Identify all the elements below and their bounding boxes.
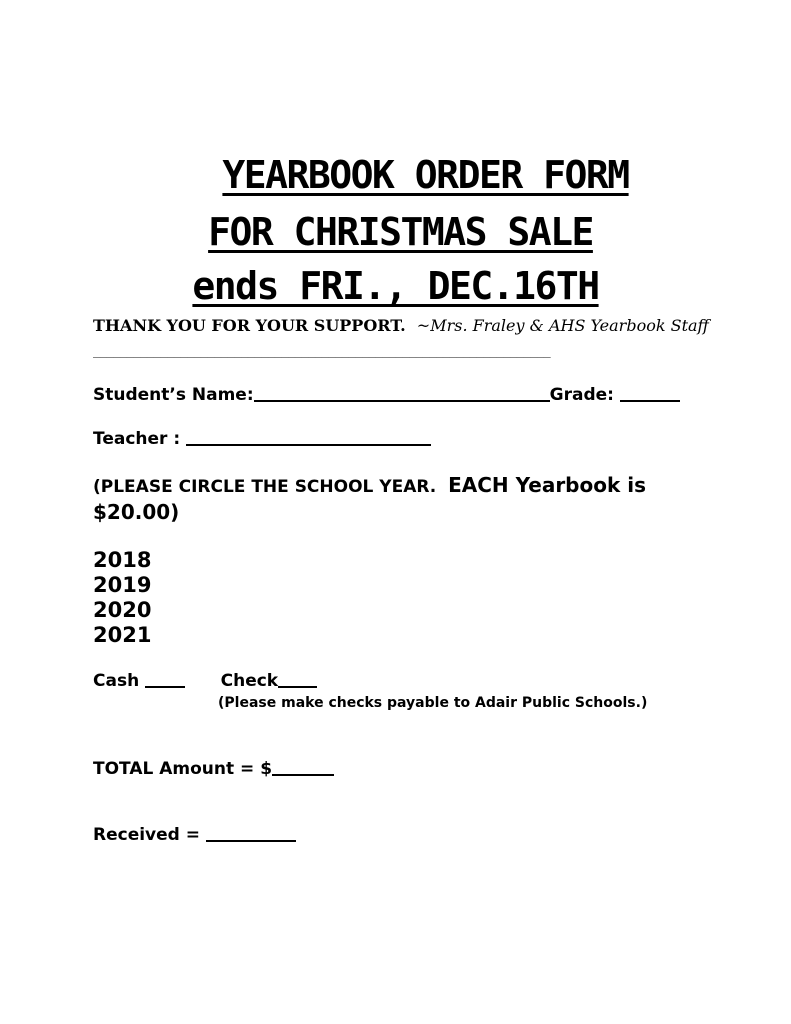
student-info-row <box>93 385 680 405</box>
form-title-line-3: ends FRI., DEC.16TH <box>192 264 599 308</box>
check-label: Check <box>220 671 279 691</box>
year-option[interactable]: 2020 <box>93 598 152 622</box>
student-name-label: Student’s Name: <box>93 385 254 405</box>
grade-blank[interactable] <box>620 399 680 402</box>
received-blank[interactable] <box>206 839 296 842</box>
form-title-line-2: FOR CHRISTMAS SALE <box>208 210 593 254</box>
year-option[interactable]: 2021 <box>93 623 152 647</box>
year-list <box>93 548 151 648</box>
total-row <box>93 759 334 779</box>
payment-row <box>93 671 317 691</box>
thank-you-line <box>93 316 709 335</box>
divider-line: ____________________________________________________________________ <box>93 344 551 358</box>
received-row <box>93 825 296 845</box>
check-payable-note: (Please make checks payable to Adair Public Schools.) <box>218 695 648 711</box>
thank-you-text: THANK YOU FOR YOUR SUPPORT. <box>93 316 406 335</box>
year-option[interactable]: 2019 <box>93 573 152 597</box>
teacher-row <box>93 429 431 449</box>
staff-signature: ~Mrs. Fraley & AHS Yearbook Staff <box>416 316 709 335</box>
instruction-part-1: (PLEASE CIRCLE THE SCHOOL YEAR. <box>93 477 437 497</box>
form-title-line-1: YEARBOOK ORDER FORM <box>222 153 629 197</box>
check-blank[interactable] <box>278 685 317 688</box>
cash-label: Cash <box>93 671 140 691</box>
total-blank[interactable] <box>272 773 334 776</box>
teacher-label: Teacher : <box>93 429 181 449</box>
grade-label: Grade: <box>549 385 614 405</box>
instruction-text <box>93 473 703 527</box>
instruction-part-2: EACH Yearbook is $20.00) <box>93 473 647 524</box>
cash-blank[interactable] <box>145 685 185 688</box>
student-name-blank[interactable] <box>254 399 550 402</box>
year-option[interactable]: 2018 <box>93 548 152 572</box>
total-label: TOTAL Amount = $ <box>93 759 273 779</box>
received-label: Received = <box>93 825 200 845</box>
teacher-blank[interactable] <box>186 443 431 446</box>
